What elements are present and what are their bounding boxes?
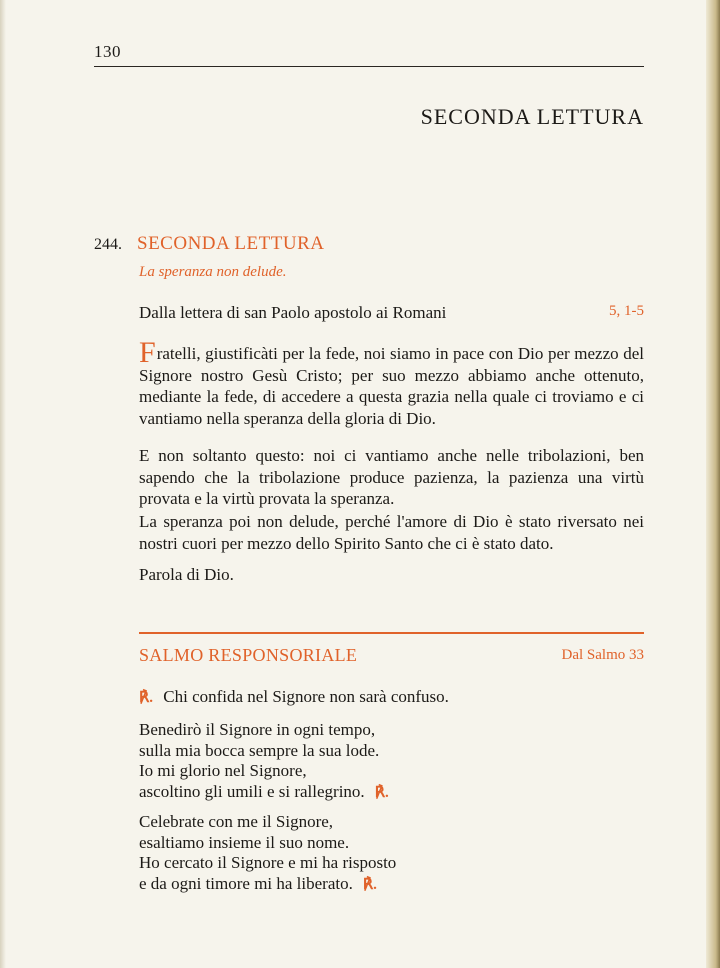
verse-line: sulla mia bocca sempre la sua lode. [139,740,380,760]
psalm-stanza-1 [139,720,389,803]
reading-paragraph-1 [139,336,644,429]
verse-line: Ho cercato il Signore e mi ha risposto [139,853,397,872]
verse-line: esaltiamo insieme il suo nome. [139,832,350,852]
psalm-response [139,687,449,707]
response-symbol: ℟. [362,876,377,893]
scripture-reference: 5, 1-5 [609,303,644,319]
psalm-title: SALMO RESPONSORIALE [139,645,358,665]
verse-line-with-response [139,874,396,896]
page-number: 130 [94,42,121,61]
reading-title: SECONDA LETTURA [137,233,325,254]
verse-line: Celebrate con me il Signore, [139,812,334,831]
reading-paragraph-2: E non soltanto questo: noi ci vantiamo anche nelle tribolazioni, ben sapendo che la tribolazione produce pazienza, la pazienza una virtù provata e la virtù provata la speranza. [139,446,644,508]
verse-line: Io mi glorio nel Signore, [139,761,307,780]
response-symbol: ℟. [139,690,154,706]
page-binding-edge [706,0,720,968]
psalm-source: Dal Salmo 33 [561,647,644,663]
drop-cap: F [139,336,156,369]
header-rule [94,66,644,67]
verse-line: ascoltino gli umili e si rallegrino. [139,781,365,801]
paragraph-1-text: ratelli, giustificàti per la fede, noi siamo in pace con Dio per mezzo del Signore nostro Gesù Cristo; per suo mezzo abbiamo anche ottenuto, mediante la fede, di accedere a questa grazia nella quale ci troviamo e ci vantiamo nella speranza della gloria di Dio. [139,344,644,428]
verse-line-with-response [139,782,389,804]
psalm-stanza-2 [139,812,396,895]
verse-line: e da ogni timore mi ha liberato. [139,873,353,893]
verse-line: Benedirò il Signore in ogni tempo, [139,720,376,739]
reading-paragraph-3: La speranza poi non delude, perché l'amore di Dio è stato riversato nei nostri cuori per mezzo dello Spirito Santo che ci è stato dato. [139,512,644,553]
reading-source-line [139,303,644,323]
reading-source: Dalla lettera di san Paolo apostolo ai Romani [139,303,447,322]
reading-number: 244. [94,236,122,253]
section-heading: SECONDA LETTURA [420,104,644,129]
psalm-rule [139,632,644,634]
reading-closing: Parola di Dio. [139,565,234,584]
page-left-edge [0,0,6,968]
reading-subtitle: La speranza non delude. [139,264,287,280]
response-symbol: ℟. [374,784,389,801]
response-text: Chi confida nel Signore non sarà confuso. [163,687,449,706]
